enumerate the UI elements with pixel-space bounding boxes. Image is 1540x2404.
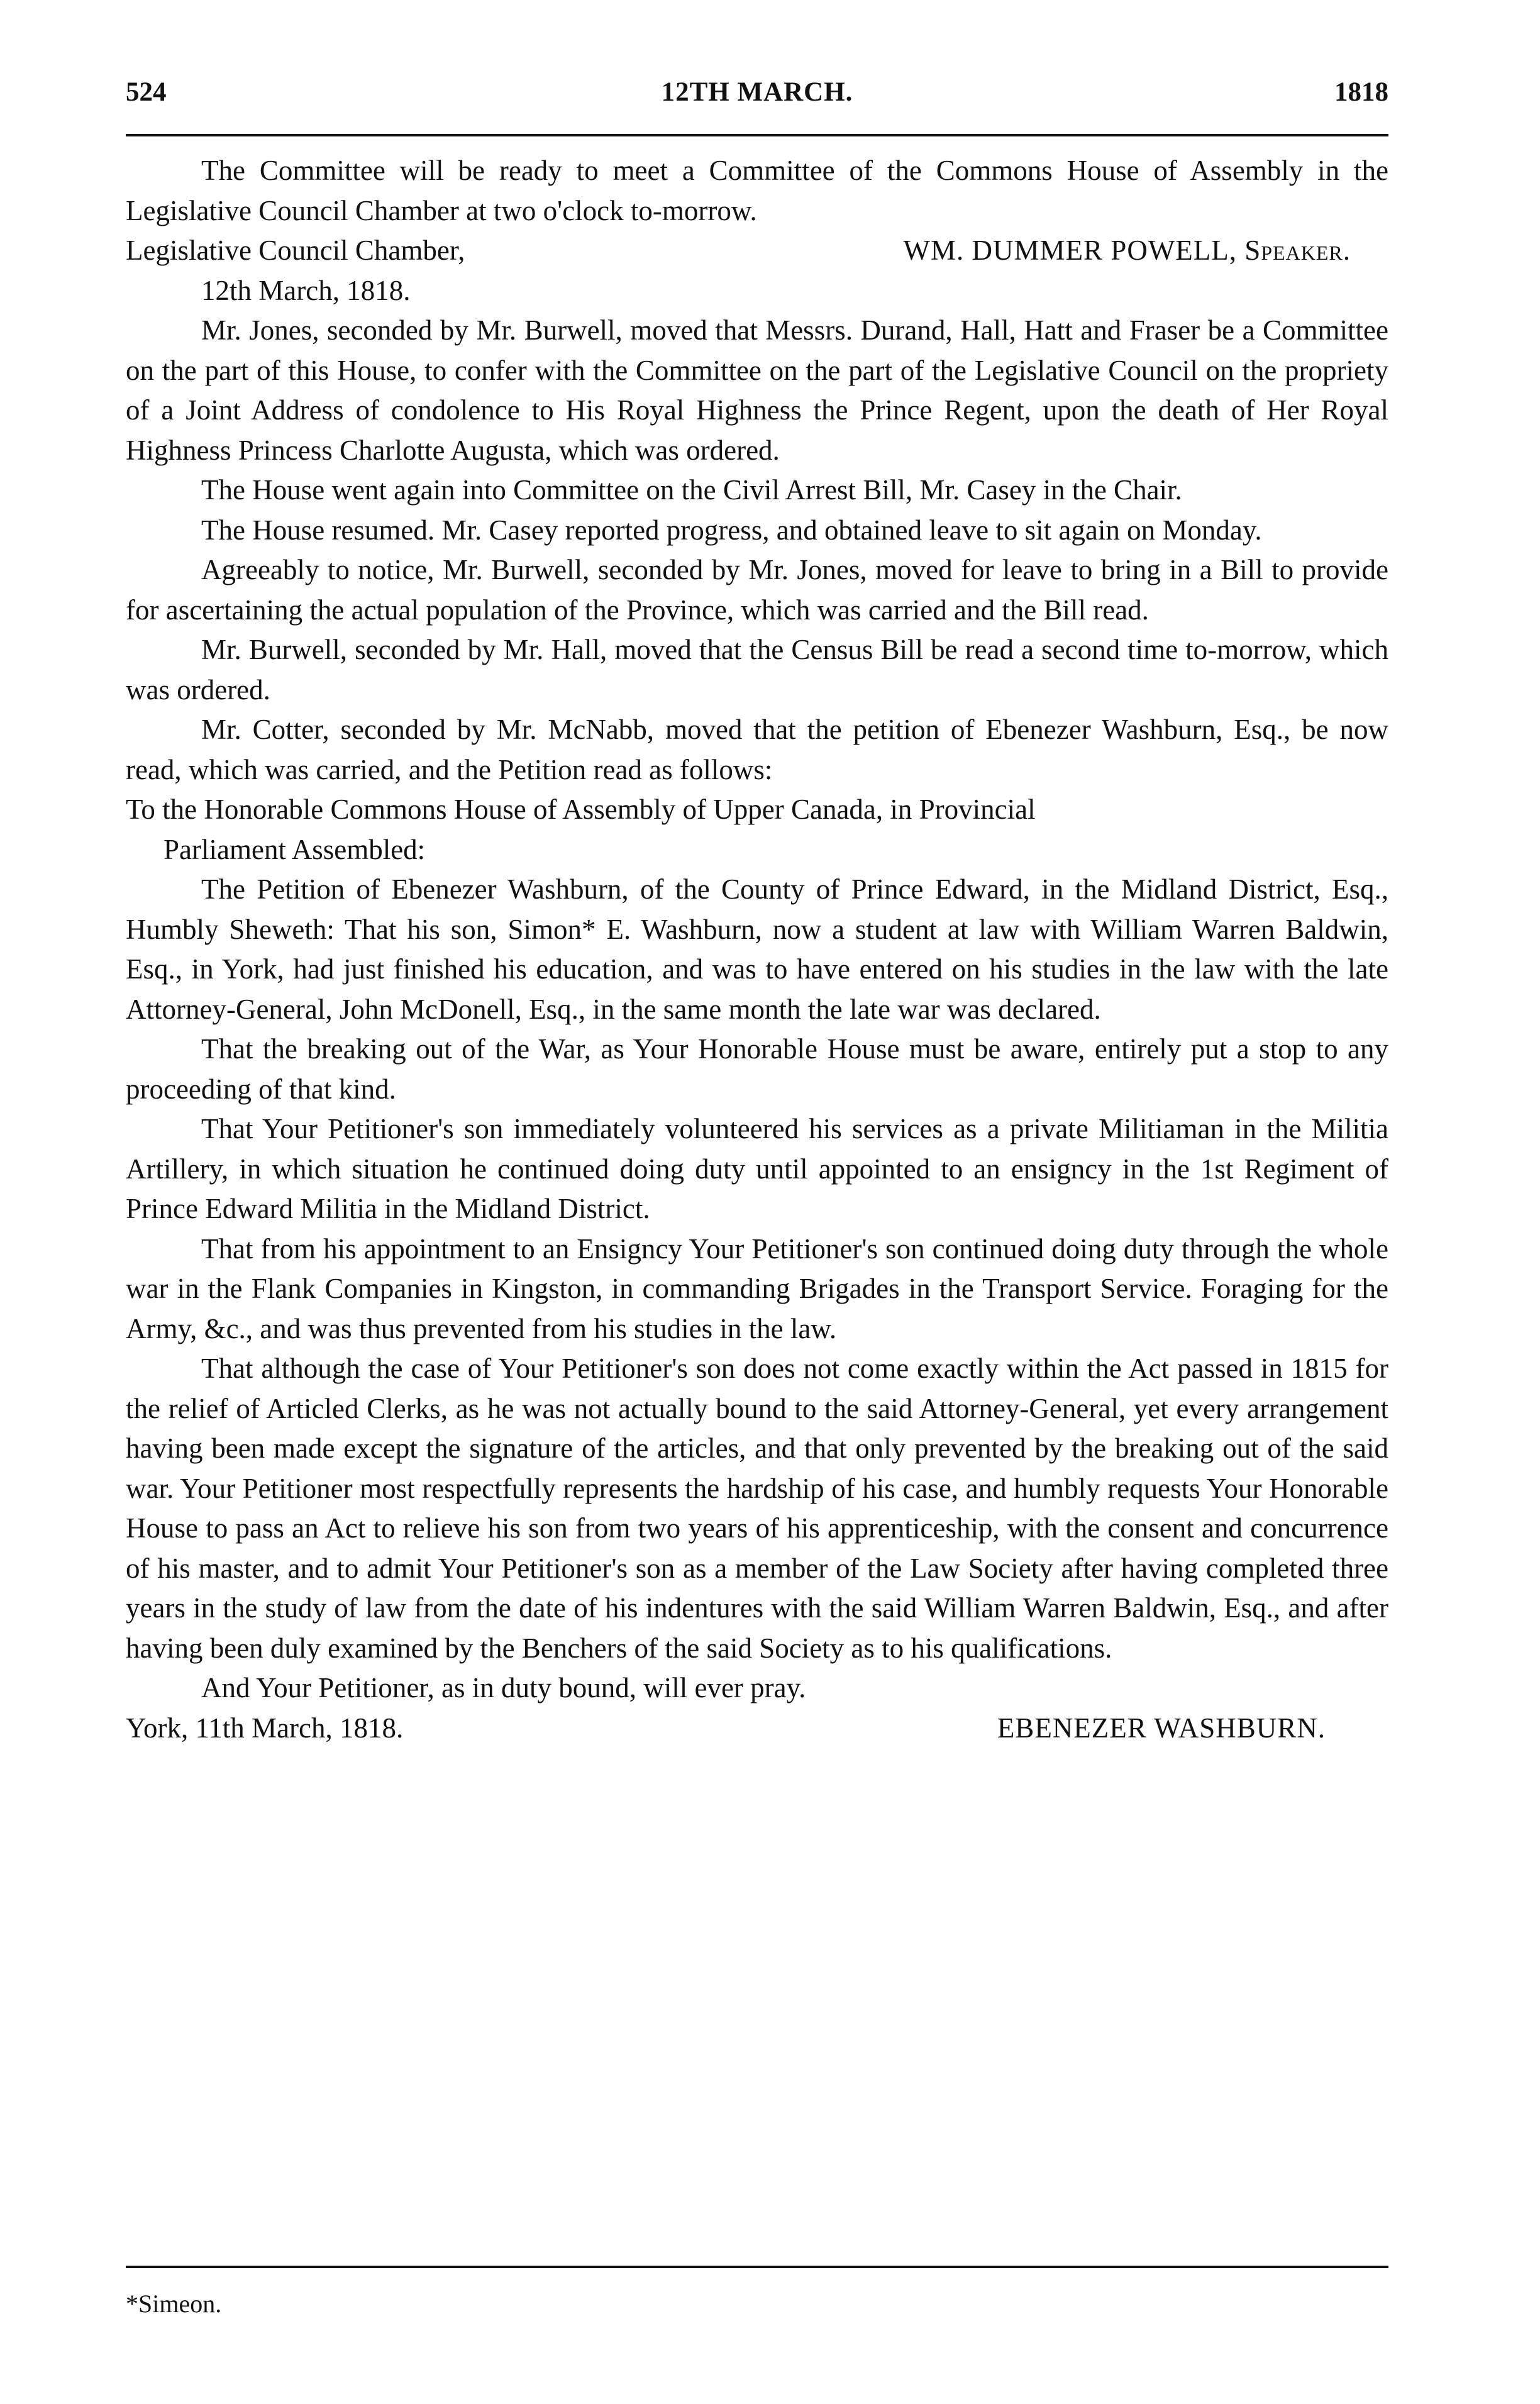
petition-address-line1: To the Honorable Commons House of Assembly of Upper Canada, in Provincial (126, 794, 1036, 825)
header-year: 1818 (1334, 77, 1388, 107)
petition-date: York, 11th March, 1818. (126, 1712, 404, 1744)
council-chamber-label: Legislative Council Chamber, (126, 235, 465, 266)
paragraph-census-bill: Mr. Burwell, seconded by Mr. Hall, moved that the Census Bill be read a second time to-morrow, which was ordered. (126, 634, 1388, 706)
council-signature-line (126, 231, 1388, 271)
paragraph-house-resumed: The House resumed. Mr. Casey reported progress, and obtained leave to sit again on Monday. (201, 514, 1262, 546)
page-number: 524 (126, 77, 167, 107)
paragraph-committee-message: The Committee will be ready to meet a Committee of the Commons House of Assembly in the Legislative Council Chamber at two o'clock to-morrow. (126, 155, 1388, 226)
petition-address (126, 790, 1388, 870)
running-header (126, 77, 1388, 121)
speaker-signature: WM. DUMMER POWELL, Speaker. (903, 235, 1351, 266)
body-text (126, 151, 1388, 1748)
paragraph-request: That although the case of Your Petitioner's son does not come exactly within the Act passed in 1815 for the relief of Articled Clerks, as he was not actually bound to the said Attorney-General, yet every arrangement having been made except the signature of the articles, and that only prevented by the breaking out of the said war. Your Petitioner most respectfully represents the hardship of his case, and humbly requests Your Honorable House to pass an Act to relieve his son from two years of his apprenticeship, with the consent and concurrence of his master, and to admit Your Petitioner's son as a member of the Law Society after having completed three years in the study of law from the date of his indentures with the said William Warren Baldwin, Esq., and after having been duly examined by the Benchers of the said Society as to his qualifications. (126, 1353, 1388, 1664)
paragraph-petition-intro: The Petition of Ebenezer Washburn, of the County of Prince Edward, in the Midland District, Esq., Humbly Sheweth: That his son, Simon* E. Washburn, now a student at law with William Warren Baldwin, Esq., in York, had just finished his education, and was to have entered on his studies in the law with the late Attorney-General, John McDonell, Esq., in the same month the late war was declared. (126, 873, 1388, 1025)
paragraph-joint-address: Mr. Jones, seconded by Mr. Burwell, moved that Messrs. Durand, Hall, Hatt and Fraser be a Committee on the part of this House, to confer with the Committee on the part of the Legislative Council on the propriety of a Joint Address of condolence to His Royal Highness the Prince Regent, upon the death of Her Royal Highness Princess Charlotte Augusta, which was ordered. (126, 314, 1388, 466)
paragraph-population-bill: Agreeably to notice, Mr. Burwell, seconded by Mr. Jones, moved for leave to bring in a Bill to provide for ascertaining the actual population of the Province, which was carried and the Bill read. (126, 554, 1388, 626)
paragraph-prayer: And Your Petitioner, as in duty bound, will ever pray. (201, 1672, 806, 1703)
paragraph-war-outbreak: That the breaking out of the War, as Your Honorable House must be aware, entirely put a stop to any proceeding of that kind. (126, 1033, 1388, 1105)
petition-signature-line (126, 1709, 1388, 1749)
petition-address-line2: Parliament Assembled: (163, 833, 426, 865)
council-date: 12th March, 1818. (201, 274, 411, 306)
footnote: *Simeon. (126, 2290, 222, 2318)
paragraph-militia-service: That Your Petitioner's son immediately volunteered his services as a private Militiaman in the Militia Artillery, in which situation he continued doing duty until appointed to an ensigncy in the 1st Regiment of Prince Edward Militia in the Midland District. (126, 1113, 1388, 1224)
petitioner-signature: EBENEZER WASHBURN. (997, 1712, 1326, 1744)
footnote-rule (126, 2266, 1388, 2268)
header-rule (126, 134, 1388, 136)
header-date: 12TH MARCH. (661, 77, 853, 107)
paragraph-ensigncy: That from his appointment to an Ensigncy Your Petitioner's son continued doing duty through the whole war in the Flank Companies in Kingston, in commanding Brigades in the Transport Service. Foraging for the Army, &c., and was thus prevented from his studies in the law. (126, 1232, 1388, 1344)
paragraph-petition-motion: Mr. Cotter, seconded by Mr. McNabb, moved that the petition of Ebenezer Washburn, Esq., be now read, which was carried, and the Petition read as follows: (126, 714, 1388, 785)
paragraph-civil-arrest: The House went again into Committee on the Civil Arrest Bill, Mr. Casey in the Chair. (201, 474, 1182, 506)
